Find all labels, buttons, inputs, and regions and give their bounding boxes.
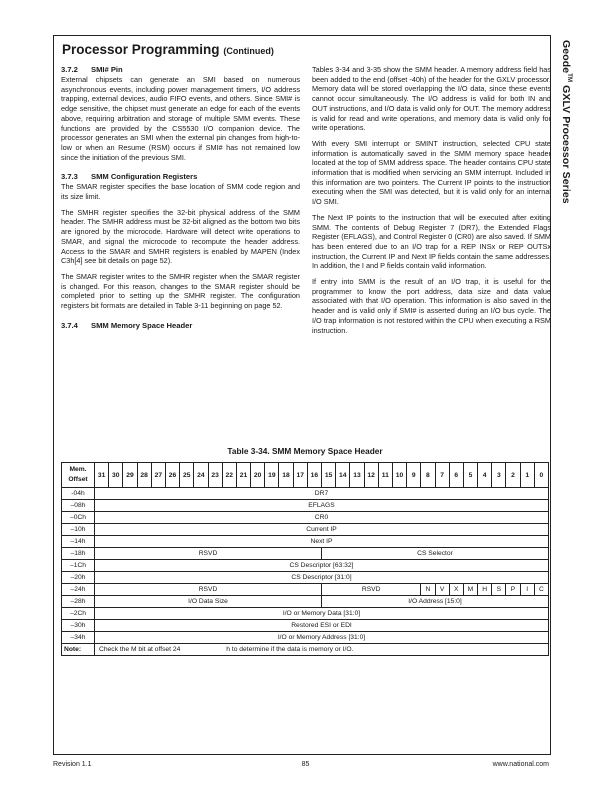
table-row bbox=[62, 488, 549, 500]
bit-column-header: 0 bbox=[534, 463, 548, 488]
bit-column-header: 12 bbox=[364, 463, 378, 488]
table-row bbox=[62, 608, 549, 620]
table-row bbox=[62, 596, 549, 608]
offset-cell: –24h bbox=[62, 584, 95, 596]
flag-bit-cell: S bbox=[492, 584, 506, 596]
offset-cell: -04h bbox=[62, 488, 95, 500]
note-text-part: h to determine if the data is memory or I/O. bbox=[226, 646, 354, 653]
flag-bit-cell: C bbox=[534, 584, 548, 596]
bit-column-header: 1 bbox=[520, 463, 534, 488]
offset-cell: –18h bbox=[62, 548, 95, 560]
section-title: SMI# Pin bbox=[91, 65, 123, 74]
bit-column-header: 20 bbox=[251, 463, 265, 488]
bit-column-header: 16 bbox=[307, 463, 321, 488]
bit-column-header: 11 bbox=[378, 463, 392, 488]
side-title-brand: Geode bbox=[560, 40, 572, 74]
side-title-rest: GXLV Processor Series bbox=[560, 82, 572, 204]
bit-column-header: 3 bbox=[492, 463, 506, 488]
field-cell: CS Descriptor [63:32] bbox=[95, 560, 549, 572]
offset-cell: –1Ch bbox=[62, 560, 95, 572]
footer-page-number: 85 bbox=[301, 761, 310, 768]
section-number: 3.7.3 bbox=[61, 172, 78, 182]
bit-column-header: 22 bbox=[222, 463, 236, 488]
flag-bit-cell: M bbox=[463, 584, 477, 596]
flag-bit-cell: N bbox=[421, 584, 435, 596]
bit-column-header: 25 bbox=[180, 463, 194, 488]
table-row bbox=[62, 560, 549, 572]
table-body bbox=[62, 488, 549, 656]
table-caption: Table 3-34. SMM Memory Space Header bbox=[227, 446, 383, 456]
bit-column-header: 4 bbox=[478, 463, 492, 488]
smm-header-table bbox=[61, 462, 549, 656]
table-header-row bbox=[62, 463, 549, 488]
offset-cell: –2Ch bbox=[62, 608, 95, 620]
offset-cell: –20h bbox=[62, 572, 95, 584]
offset-cell: –30h bbox=[62, 620, 95, 632]
note-text-part: Check the M bit at offset 24 bbox=[99, 646, 181, 653]
page-title-text: Processor Programming bbox=[62, 42, 220, 57]
section-number: 3.7.2 bbox=[61, 65, 78, 74]
table-row bbox=[62, 536, 549, 548]
bit-column-header: 21 bbox=[236, 463, 250, 488]
bit-column-header: 5 bbox=[463, 463, 477, 488]
bit-column-header: 29 bbox=[123, 463, 137, 488]
offset-cell: –0Ch bbox=[62, 512, 95, 524]
bit-column-header: 23 bbox=[208, 463, 222, 488]
section-title: SMM Configuration Registers bbox=[91, 172, 198, 182]
bit-column-header: 31 bbox=[95, 463, 109, 488]
bit-column-header: 19 bbox=[265, 463, 279, 488]
bit-column-header: 17 bbox=[293, 463, 307, 488]
side-series-title bbox=[560, 40, 572, 204]
bit-column-header: 10 bbox=[392, 463, 406, 488]
offset-cell: –14h bbox=[62, 536, 95, 548]
note-text bbox=[95, 644, 549, 656]
field-cell-high: RSVD bbox=[95, 548, 322, 560]
field-cell: I/O or Memory Address [31:0] bbox=[95, 632, 549, 644]
bit-column-header: 2 bbox=[506, 463, 520, 488]
bit-column-header: 15 bbox=[322, 463, 336, 488]
section-3-7-4-heading bbox=[61, 321, 300, 331]
smar-paragraph: The SMAR register specifies the base location of SMM code region and its size limit. bbox=[61, 182, 300, 202]
bit-column-header: 24 bbox=[194, 463, 208, 488]
table-row bbox=[62, 620, 549, 632]
left-column bbox=[61, 65, 300, 331]
next-ip-paragraph: The Next IP points to the instruction that will be executed after exiting SMM. The contents of Debug Register 7 (DR7), the Extended Flags Register (EFLAGS), and Control Register 0 (CR0) are also saved. If SMM has been entered due to an I/O trap for a REP INSx or REP OUTSx instruction, the Current IP and Next IP fields contain the same addresses. In addition, the I and P fields contain valid information. bbox=[312, 212, 551, 271]
flag-bit-cell: V bbox=[435, 584, 449, 596]
offset-column-header bbox=[62, 463, 95, 488]
field-cell: Next IP bbox=[95, 536, 549, 548]
io-trap-paragraph: If entry into SMM is the result of an I/O trap, it is useful for the programmer to know the port address, data size and data value associated with that I/O operation. This information is also saved in the header and is valid only if SMI# is asserted during an I/O bus cycle. The I/O trap information is not restored within the CPU when executing a RSM instruction. bbox=[312, 277, 551, 335]
page-title bbox=[62, 42, 274, 57]
bit-column-header: 14 bbox=[336, 463, 350, 488]
bit-column-header: 13 bbox=[350, 463, 364, 488]
flag-bit-cell: P bbox=[506, 584, 520, 596]
bit-column-header: 28 bbox=[137, 463, 151, 488]
table-note-row bbox=[62, 644, 549, 656]
bit-column-header: 8 bbox=[421, 463, 435, 488]
table-row bbox=[62, 500, 549, 512]
flag-bit-cell: I bbox=[520, 584, 534, 596]
field-cell: I/O or Memory Data [31:0] bbox=[95, 608, 549, 620]
section-3-7-2-heading bbox=[61, 65, 300, 75]
field-cell-reserved: RSVD bbox=[322, 584, 421, 596]
smar-writes-paragraph: The SMAR register writes to the SMHR register when the SMAR register is changed. For this reason, changes to the SMAR register should be completed prior to setting up the SMHR register. The configuration registers bit formats are detailed in Table 3-11 beginning on page 52. bbox=[61, 271, 300, 311]
field-cell-low: I/O Address [15:0] bbox=[322, 596, 549, 608]
smi-pin-paragraph: External chipsets can generate an SMI based on numerous asynchronous events, including power management timers, I/O address trapping, external devices, audio FIFO events, and others. Since SMI# is edge sensitive, the chipset must generate an edge for each of the events above, requiring arbitration and storage of multiple SMM events. These functions are provided by the CS5530 I/O companion device. The processor generates an SMI when the external pin changes from high-to-low or when an Resume (RSM) occurs if SMI# has not remained low since the initiation of the previous SMI. bbox=[61, 75, 300, 162]
bit-column-header: 30 bbox=[109, 463, 123, 488]
footer-revision: Revision 1.1 bbox=[53, 761, 92, 768]
smhr-paragraph: The SMHR register specifies the 32-bit physical address of the SMM header. The SMHR address must be 32-bit aligned as the bottom two bits are ignored by the microcode. Hardware will detect write operations to SMAR, and signal the microcode to recompute the header address. Access to the SMAR and SMHR registers is enabled by MAPEN (Index C3h[4] see bit details on page 52). bbox=[61, 207, 300, 266]
section-3-7-3-heading bbox=[61, 172, 300, 182]
field-cell: EFLAGS bbox=[95, 500, 549, 512]
offset-header-line1: Mem. bbox=[69, 466, 87, 473]
offset-cell: –28h bbox=[62, 596, 95, 608]
note-label: Note: bbox=[62, 644, 95, 656]
field-cell-high: I/O Data Size bbox=[95, 596, 322, 608]
page-title-continued: (Continued) bbox=[223, 46, 274, 56]
trademark-mark: TM bbox=[566, 73, 572, 83]
table-row bbox=[62, 632, 549, 644]
table-row bbox=[62, 584, 549, 596]
table-row bbox=[62, 524, 549, 536]
bit-column-header: 18 bbox=[279, 463, 293, 488]
offset-cell: –34h bbox=[62, 632, 95, 644]
field-cell-low: CS Selector bbox=[322, 548, 549, 560]
bit-column-header: 6 bbox=[449, 463, 463, 488]
flag-bit-cell: H bbox=[478, 584, 492, 596]
right-column bbox=[312, 65, 551, 341]
bit-column-header: 26 bbox=[165, 463, 179, 488]
table-row bbox=[62, 548, 549, 560]
bit-column-header: 7 bbox=[435, 463, 449, 488]
offset-cell: –08h bbox=[62, 500, 95, 512]
field-cell: CR0 bbox=[95, 512, 549, 524]
flag-bit-cell: X bbox=[449, 584, 463, 596]
offset-cell: –10h bbox=[62, 524, 95, 536]
offset-header-line2: Offset bbox=[68, 476, 88, 483]
table-row bbox=[62, 572, 549, 584]
table-row bbox=[62, 512, 549, 524]
field-cell: DR7 bbox=[95, 488, 549, 500]
field-cell: CS Descriptor [31:0] bbox=[95, 572, 549, 584]
cpu-state-paragraph: With every SMI interrupt or SMINT instruction, selected CPU state information is automatically saved in the SMM memory space header located at the top of SMM address space. The header contains CPU state information that is modified when servicing an SMM interrupt. Included in this information are two pointers. The Current IP points to the instruction executing when the SMI was detected, but it is valid only for an internal I/O SMI. bbox=[312, 138, 551, 207]
field-cell: Restored ESI or EDI bbox=[95, 620, 549, 632]
field-cell: Current IP bbox=[95, 524, 549, 536]
smm-header-paragraph: Tables 3-34 and 3-35 show the SMM header. A memory address field has been added to the end (offset -40h) of the header for the GXLV processor. Memory data will be stored overlapping the I/O data, since these events cannot occur simultaneously. The I/O address is valid for both IN and OUT instructions, and I/O data is valid only for OUT. The memory address is valid for read and write operations, and memory data is valid only for write operations. bbox=[312, 65, 551, 133]
bit-column-header: 27 bbox=[151, 463, 165, 488]
bit-column-header: 9 bbox=[407, 463, 421, 488]
footer-website: www.national.com bbox=[492, 761, 549, 768]
section-number: 3.7.4 bbox=[61, 320, 78, 330]
field-cell-high: RSVD bbox=[95, 584, 322, 596]
section-title: SMM Memory Space Header bbox=[91, 320, 193, 330]
